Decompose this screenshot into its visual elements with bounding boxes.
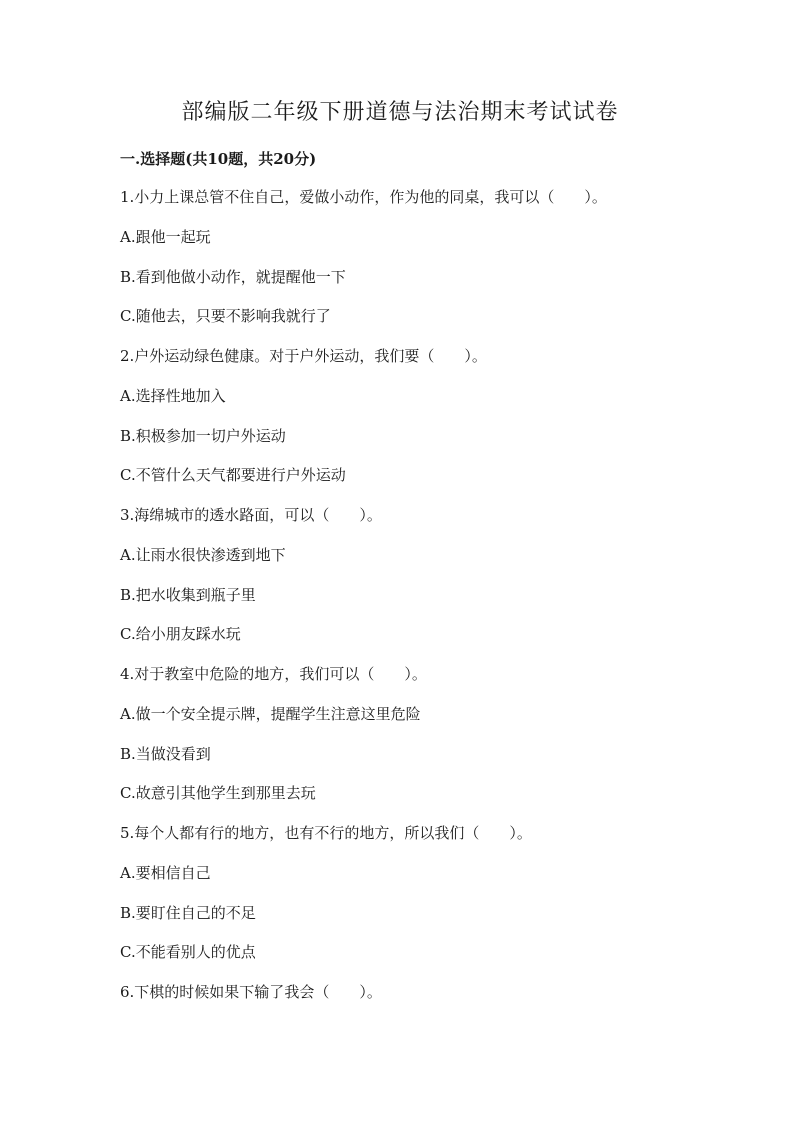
page-title: 部编版二年级下册道德与法治期末考试试卷 [181, 100, 619, 125]
question-5-option-c: C.不能看别人的优点 [120, 943, 256, 962]
question-3-option-c: C.给小朋友踩水玩 [120, 625, 241, 644]
question-1: 1.小力上课总管不住自己，爱做小动作，作为他的同桌，我可以（ ）。 [120, 188, 607, 206]
section-heading: 一.选择题(共10题，共20分) [120, 150, 317, 168]
question-3: 3.海绵城市的透水路面，可以（ ）。 [120, 506, 382, 524]
question-5: 5.每个人都有行的地方，也有不行的地方，所以我们（ ）。 [120, 824, 532, 842]
question-4-option-b: B.当做没看到 [120, 744, 211, 763]
question-2-option-b: B.积极参加一切户外运动 [120, 426, 286, 445]
question-2-option-a: A.选择性地加入 [120, 386, 226, 405]
question-2: 2.户外运动绿色健康。对于户外运动，我们要（ ）。 [120, 347, 487, 365]
question-4: 4.对于教室中危险的地方，我们可以（ ）。 [120, 665, 427, 683]
question-5-option-a: A.要相信自己 [120, 863, 211, 882]
question-list [120, 186, 720, 1021]
question-5-option-b: B.要盯住自己的不足 [120, 903, 256, 922]
question-4-option-c: C.故意引其他学生到那里去玩 [120, 784, 316, 803]
question-2-option-c: C.不管什么天气都要进行户外运动 [120, 466, 346, 485]
question-6: 6.下棋的时候如果下输了我会（ ）。 [120, 983, 382, 1001]
question-1-option-a: A.跟他一起玩 [120, 227, 211, 246]
question-3-option-b: B.把水收集到瓶子里 [120, 585, 256, 604]
question-4-option-a: A.做一个安全提示牌，提醒学生注意这里危险 [120, 704, 421, 723]
question-1-option-c: C.随他去，只要不影响我就行了 [120, 307, 331, 326]
question-3-option-a: A.让雨水很快渗透到地下 [120, 545, 286, 564]
question-1-option-b: B.看到他做小动作，就提醒他一下 [120, 267, 346, 286]
